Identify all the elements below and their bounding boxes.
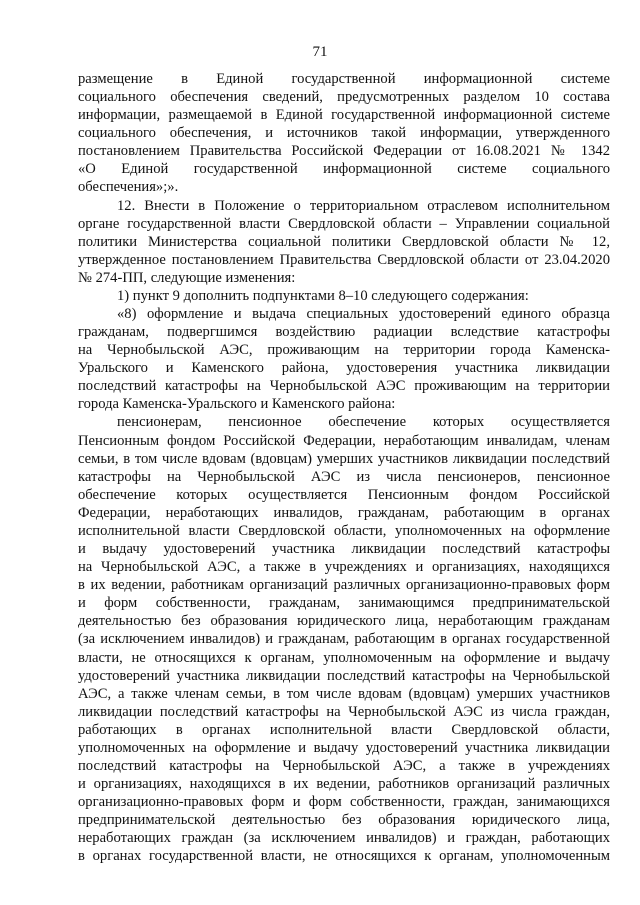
text-line: политики Министерства социальной политики Свердловской области № 12,: [78, 233, 610, 250]
text-line: и выдачу удостоверений участника ликвидации последствий катастрофы: [78, 541, 610, 558]
text-line: деятельностью без образования юридического лица, неработающим гражданам: [78, 613, 610, 630]
text-line: власти, не относящихся к органам, уполномоченным на оформление и выдачу: [78, 649, 610, 666]
text-line: «8) оформление и выдача специальных удостоверений единого образца: [117, 306, 610, 323]
text-line: в их ведении, работникам организаций различных организационно-правовых форм: [78, 577, 610, 594]
text-line: постановлением Правительства Российской Федерации от 16.08.2021 № 1342: [78, 143, 610, 160]
text-line: семьи, в том числе вдовам (вдовцам) умерших участников ликвидации последствий: [78, 450, 610, 467]
text-line: обеспечения»;».: [78, 179, 179, 196]
text-line: размещение в Единой государственной информационной системе: [78, 71, 610, 87]
text-line: утвержденное постановлением Правительства Свердловской области от 23.04.2020: [78, 251, 610, 268]
text-line: социального обеспечения сведений, предусмотренных разделом 10 состава: [78, 89, 610, 106]
text-line: Федерации, неработающих инвалидов, гражданам, работающим в органах: [78, 504, 610, 521]
text-line: уполномоченных на оформление и выдачу удостоверений участника ликвидации: [78, 739, 610, 756]
text-line: катастрофы на Чернобыльской АЭС из числа пенсионеров, пенсионное: [78, 468, 610, 485]
document-body: [78, 70, 610, 865]
text-line: на Чернобыльской АЭС, а также в учреждениях и организациях, находящихся: [78, 559, 610, 576]
text-line: Пенсионным фондом Российской Федерации, неработающим инвалидам, членам: [78, 432, 610, 449]
text-line: гражданам, подвергшимся воздействию радиации вследствие катастрофы: [78, 324, 610, 341]
text-line: Уральского и Каменского района, удостоверения участника ликвидации: [78, 360, 610, 377]
text-line: информации, размещаемой в Единой государственной информационной системе: [78, 107, 610, 124]
text-line: последствий катастрофы на Чернобыльской АЭС проживающим на территории: [78, 378, 610, 395]
text-line: удостоверений участника ликвидации последствий катастрофы на Чернобыльской: [78, 667, 610, 684]
text-line: социального обеспечения, и источников такой информации, утвержденного: [78, 125, 610, 142]
text-line: и организациях, находящихся в их ведении, работников организаций различных: [78, 776, 610, 793]
text-line: 1) пункт 9 дополнить подпунктами 8–10 следующего содержания:: [117, 287, 529, 304]
text-line: работающих в органах исполнительной власти Свердловской области,: [78, 721, 610, 738]
text-line: № 274-ПП, следующие изменения:: [78, 269, 296, 286]
text-line: организационно-правовых форм и форм собственности, граждан, занимающихся: [78, 794, 610, 811]
text-line: исполнительной власти Свердловской области, уполномоченных на оформление: [78, 522, 610, 539]
text-line: органе государственной власти Свердловской области – Управлении социальной: [78, 215, 610, 232]
text-line: обеспечение которых осуществляется Пенсионным фондом Российской: [78, 486, 610, 503]
text-line: «О Единой государственной информационной системе социального: [78, 161, 610, 178]
text-line: в органах государственной власти, не относящихся к органам, уполномоченным: [78, 848, 610, 865]
text-line: последствий катастрофы на Чернобыльской АЭС, а также в учреждениях: [78, 757, 610, 774]
text-line: АЭС, а также членам семьи, в том числе вдовам (вдовцам) умерших участников: [78, 685, 610, 702]
text-line: на Чернобыльской АЭС, проживающим на территории города Каменска-: [78, 342, 610, 359]
text-line: (за исключением инвалидов) и гражданам, работающим в органах государственной: [78, 631, 610, 648]
page-number: 71: [312, 44, 328, 60]
text-line: неработающих граждан (за исключением инвалидов) и граждан, работающих: [78, 830, 610, 847]
text-line: предпринимательской деятельностью без образования юридического лица,: [78, 812, 610, 829]
text-line: ликвидации последствий катастрофы на Чернобыльской АЭС из числа граждан,: [78, 703, 610, 720]
text-line: города Каменска-Уральского и Каменского района:: [78, 396, 396, 413]
text-line: 12. Внести в Положение о территориальном отраслевом исполнительном: [117, 197, 610, 214]
text-line: и форм собственности, гражданам, занимающимся предпринимательской: [78, 595, 610, 612]
text-line: пенсионерам, пенсионное обеспечение которых осуществляется: [117, 414, 610, 431]
